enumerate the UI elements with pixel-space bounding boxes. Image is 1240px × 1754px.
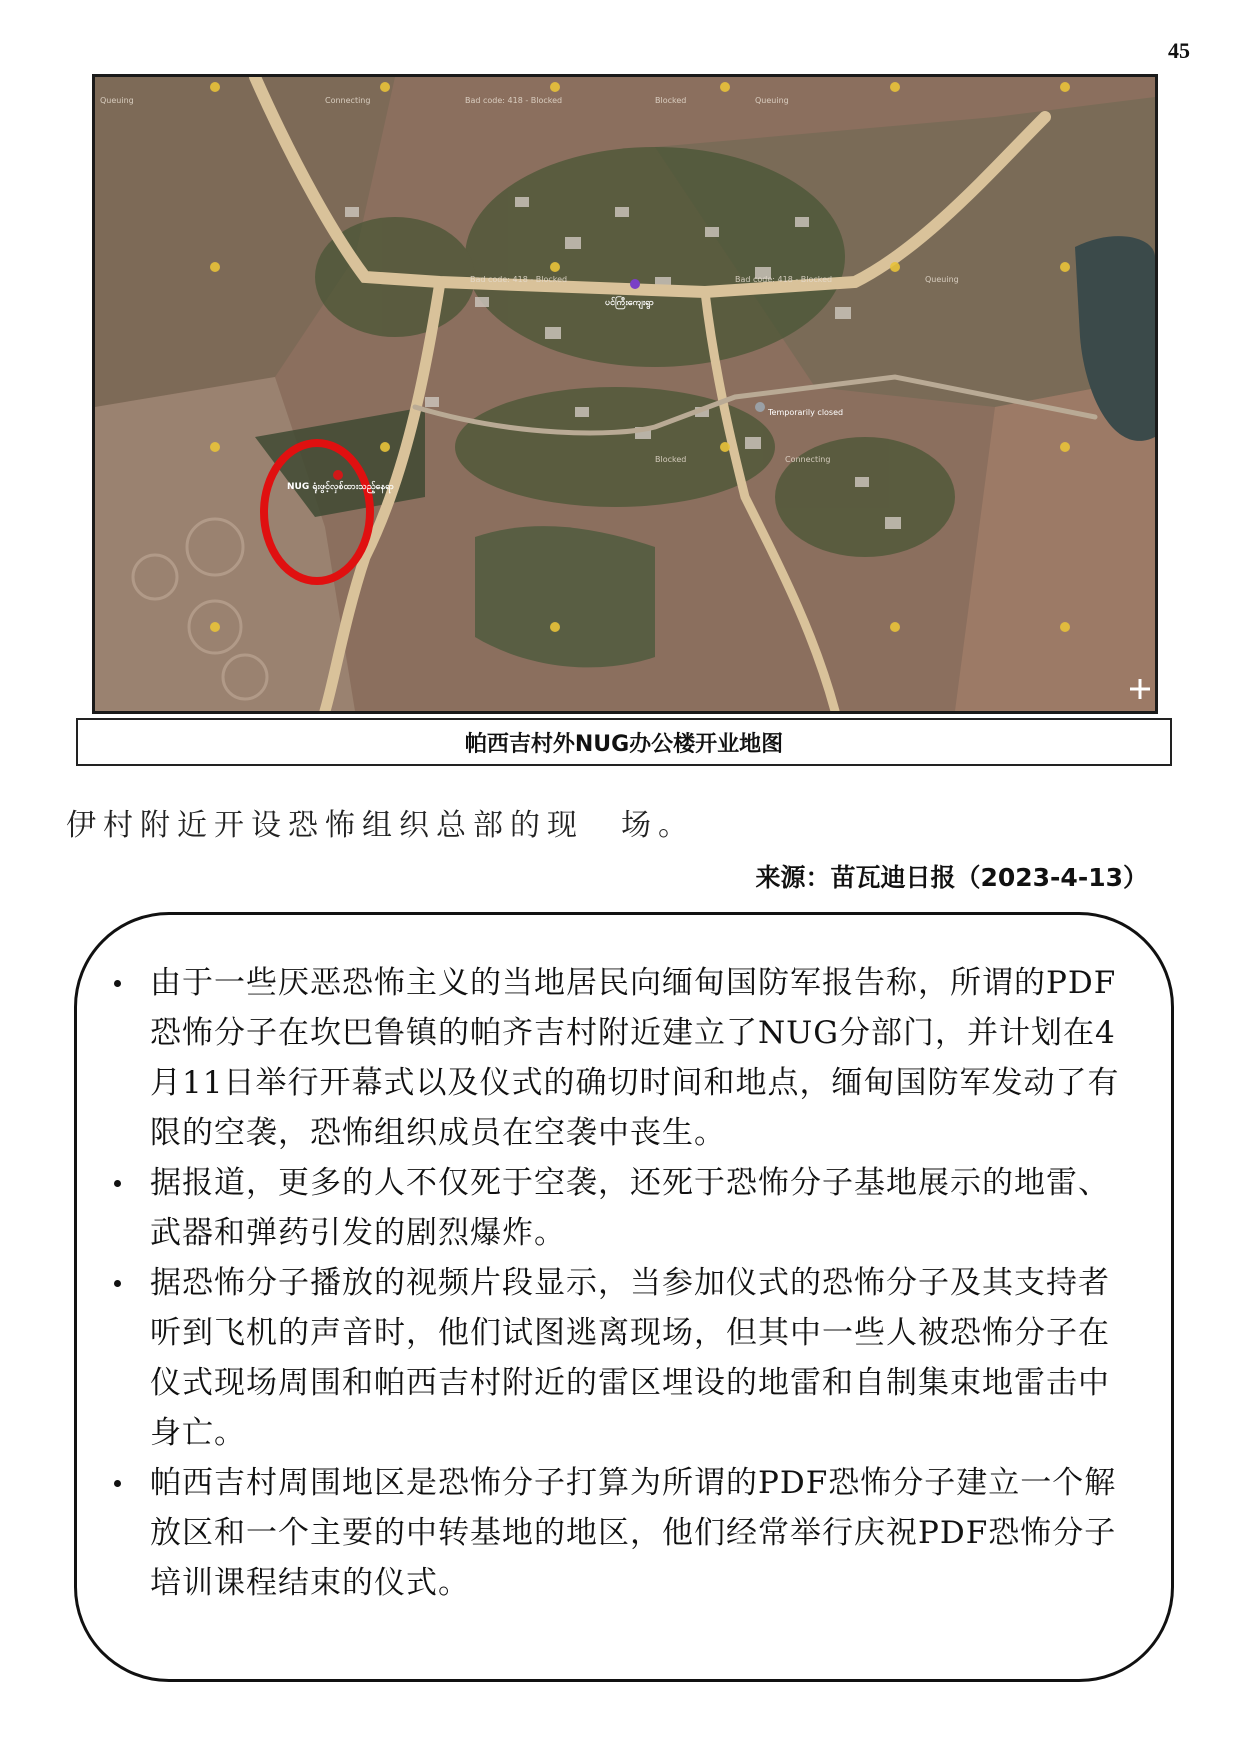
nug-office-label: NUG ရုံးဖွင့်လှစ်ထားသည့်နေရာ xyxy=(287,482,394,492)
lead-text: 伊村附近开设恐怖组织总部的现 场。 xyxy=(66,808,695,843)
svg-text:Queuing: Queuing xyxy=(925,275,959,284)
svg-text:Bad code: 418 - Blocked: Bad code: 418 - Blocked xyxy=(465,96,563,105)
bullet-list xyxy=(100,958,1140,1608)
list-item xyxy=(100,958,1140,1158)
svg-text:Queuing: Queuing xyxy=(755,96,789,105)
bullet-text: 据报道，更多的人不仅死于空袭，还死于恐怖分子基地展示的地雷、武器和弹药引发的剧烈爆炸。 xyxy=(150,1165,1110,1251)
svg-text:Queuing: Queuing xyxy=(100,96,134,105)
svg-text:Bad code: 418 - Blocked: Bad code: 418 - Blocked xyxy=(470,275,568,284)
bullet-text: 帕西吉村周围地区是恐怖分子打算为所谓的PDF恐怖分子建立一个解放区和一个主要的中转基地的地区，他们经常举行庆祝PDF恐怖分子培训课程结束的仪式。 xyxy=(150,1465,1117,1601)
list-item xyxy=(100,1458,1140,1608)
village-label: ပင်ကြီးကျေးရွာ xyxy=(605,298,654,308)
temporarily-closed-label: Temporarily closed xyxy=(768,408,844,417)
svg-text:Blocked: Blocked xyxy=(655,455,687,464)
source-citation: 来源：苗瓦迪日报（2023-4-13） xyxy=(755,863,1148,892)
list-item xyxy=(100,1158,1140,1258)
bullet-icon xyxy=(114,1280,121,1287)
village-pin-icon xyxy=(630,279,640,289)
svg-text:Connecting: Connecting xyxy=(785,455,831,464)
closed-pin-icon xyxy=(755,402,765,412)
bullet-icon xyxy=(114,1480,121,1487)
map-pin-icon xyxy=(333,470,343,480)
svg-text:Blocked: Blocked xyxy=(655,96,687,105)
bullet-text: 据恐怖分子播放的视频片段显示，当参加仪式的恐怖分子及其支持者听到飞机的声音时，他们试图逃离现场，但其中一些人被恐怖分子在仪式现场周围和帕西吉村附近的雷区埋设的地雷和自制集束地雷击中身亡。 xyxy=(150,1265,1110,1451)
list-item xyxy=(100,1258,1140,1458)
figure-caption: 帕西吉村外NUG办公楼开业地图 xyxy=(76,718,1172,766)
satellite-map xyxy=(92,74,1158,714)
svg-text:Bad code: 418 - Blocked: Bad code: 418 - Blocked xyxy=(735,275,833,284)
svg-text:Connecting: Connecting xyxy=(325,96,371,105)
bullet-icon xyxy=(114,1180,121,1187)
bullet-icon xyxy=(114,980,121,987)
bullet-text: 由于一些厌恶恐怖主义的当地居民向缅甸国防军报告称，所谓的PDF恐怖分子在坎巴鲁镇的帕齐吉村附近建立了NUG分部门，并计划在4月11日举行开幕式以及仪式的确切时间和地点，缅甸国防军发动了有限的空袭，恐怖组织成员在空袭中丧生。 xyxy=(150,965,1120,1151)
page-number: 45 xyxy=(1168,38,1190,63)
